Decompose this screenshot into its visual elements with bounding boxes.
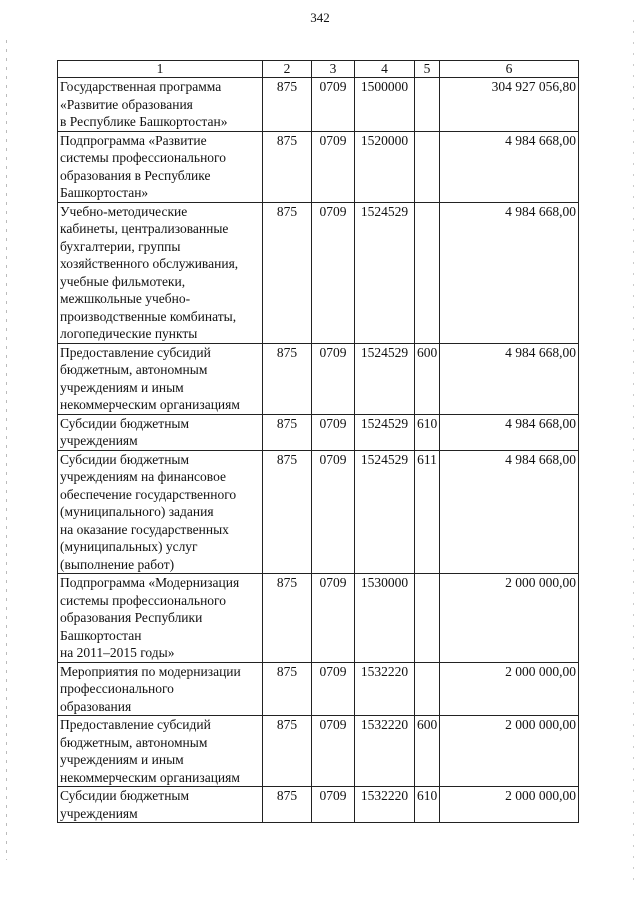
row-section-code: 0709 bbox=[312, 78, 355, 132]
row-target-code: 1524529 bbox=[355, 414, 415, 450]
row-expense-type: 610 bbox=[415, 787, 440, 823]
budget-table bbox=[57, 60, 579, 823]
row-name: Предоставление субсидий бюджетным, автономным учреждениям и иным некоммерческим организациям bbox=[58, 343, 263, 414]
header-cell: 2 bbox=[263, 61, 312, 78]
row-expense-type: 611 bbox=[415, 450, 440, 574]
row-amount: 4 984 668,00 bbox=[440, 414, 579, 450]
row-target-code: 1530000 bbox=[355, 574, 415, 663]
row-amount: 4 984 668,00 bbox=[440, 202, 579, 343]
row-expense-type: 600 bbox=[415, 716, 440, 787]
header-row bbox=[58, 61, 579, 78]
row-expense-type bbox=[415, 574, 440, 663]
row-amount: 304 927 056,80 bbox=[440, 78, 579, 132]
table-row bbox=[58, 662, 579, 716]
header-cell: 5 bbox=[415, 61, 440, 78]
row-expense-type: 600 bbox=[415, 343, 440, 414]
row-target-code: 1524529 bbox=[355, 450, 415, 574]
row-admin-code: 875 bbox=[263, 574, 312, 663]
row-admin-code: 875 bbox=[263, 450, 312, 574]
row-section-code: 0709 bbox=[312, 716, 355, 787]
row-section-code: 0709 bbox=[312, 414, 355, 450]
row-admin-code: 875 bbox=[263, 343, 312, 414]
header-cell: 4 bbox=[355, 61, 415, 78]
row-admin-code: 875 bbox=[263, 787, 312, 823]
row-section-code: 0709 bbox=[312, 662, 355, 716]
row-target-code: 1524529 bbox=[355, 202, 415, 343]
row-name: Предоставление субсидий бюджетным, автономным учреждениям и иным некоммерческим организациям bbox=[58, 716, 263, 787]
row-amount: 4 984 668,00 bbox=[440, 450, 579, 574]
row-admin-code: 875 bbox=[263, 78, 312, 132]
row-target-code: 1532220 bbox=[355, 787, 415, 823]
table-row bbox=[58, 450, 579, 574]
row-section-code: 0709 bbox=[312, 787, 355, 823]
row-target-code: 1500000 bbox=[355, 78, 415, 132]
row-name: Подпрограмма «Развитие системы профессионального образования в Республике Башкортостан» bbox=[58, 131, 263, 202]
header-cell: 1 bbox=[58, 61, 263, 78]
row-expense-type: 610 bbox=[415, 414, 440, 450]
row-name: Субсидии бюджетным учреждениям bbox=[58, 787, 263, 823]
row-admin-code: 875 bbox=[263, 662, 312, 716]
row-expense-type bbox=[415, 78, 440, 132]
row-amount: 4 984 668,00 bbox=[440, 343, 579, 414]
row-name: Субсидии бюджетным учреждениям bbox=[58, 414, 263, 450]
row-admin-code: 875 bbox=[263, 202, 312, 343]
table-row bbox=[58, 131, 579, 202]
row-name: Учебно-методические кабинеты, централизованные бухгалтерии, группы хозяйственного обслуживания, учебные фильмотеки, межшкольные учебно- производственные комбинаты, логопедические пункты bbox=[58, 202, 263, 343]
row-target-code: 1532220 bbox=[355, 662, 415, 716]
row-section-code: 0709 bbox=[312, 202, 355, 343]
row-expense-type bbox=[415, 131, 440, 202]
row-target-code: 1520000 bbox=[355, 131, 415, 202]
row-section-code: 0709 bbox=[312, 574, 355, 663]
row-admin-code: 875 bbox=[263, 716, 312, 787]
row-section-code: 0709 bbox=[312, 343, 355, 414]
row-amount: 2 000 000,00 bbox=[440, 716, 579, 787]
table-row bbox=[58, 202, 579, 343]
row-admin-code: 875 bbox=[263, 131, 312, 202]
table-row bbox=[58, 787, 579, 823]
row-name: Мероприятия по модернизации профессионального образования bbox=[58, 662, 263, 716]
scan-edge-left bbox=[6, 40, 7, 860]
row-name: Субсидии бюджетным учреждениям на финансовое обеспечение государственного (муниципального) задания на оказание государственных (муниципальных) услуг (выполнение работ) bbox=[58, 450, 263, 574]
row-expense-type bbox=[415, 662, 440, 716]
header-cell: 6 bbox=[440, 61, 579, 78]
row-name: Государственная программа «Развитие образования в Республике Башкортостан» bbox=[58, 78, 263, 132]
row-amount: 2 000 000,00 bbox=[440, 662, 579, 716]
row-amount: 4 984 668,00 bbox=[440, 131, 579, 202]
table-row bbox=[58, 574, 579, 663]
row-target-code: 1532220 bbox=[355, 716, 415, 787]
row-expense-type bbox=[415, 202, 440, 343]
table-row bbox=[58, 414, 579, 450]
scan-edge-right bbox=[633, 20, 634, 880]
row-amount: 2 000 000,00 bbox=[440, 574, 579, 663]
table-row bbox=[58, 78, 579, 132]
row-section-code: 0709 bbox=[312, 131, 355, 202]
table-row bbox=[58, 343, 579, 414]
row-admin-code: 875 bbox=[263, 414, 312, 450]
row-section-code: 0709 bbox=[312, 450, 355, 574]
table-row bbox=[58, 716, 579, 787]
page-number: 342 bbox=[310, 10, 330, 25]
row-name: Подпрограмма «Модернизация системы профессионального образования Республики Башкортостан на 2011–2015 годы» bbox=[58, 574, 263, 663]
header-cell: 3 bbox=[312, 61, 355, 78]
row-target-code: 1524529 bbox=[355, 343, 415, 414]
row-amount: 2 000 000,00 bbox=[440, 787, 579, 823]
